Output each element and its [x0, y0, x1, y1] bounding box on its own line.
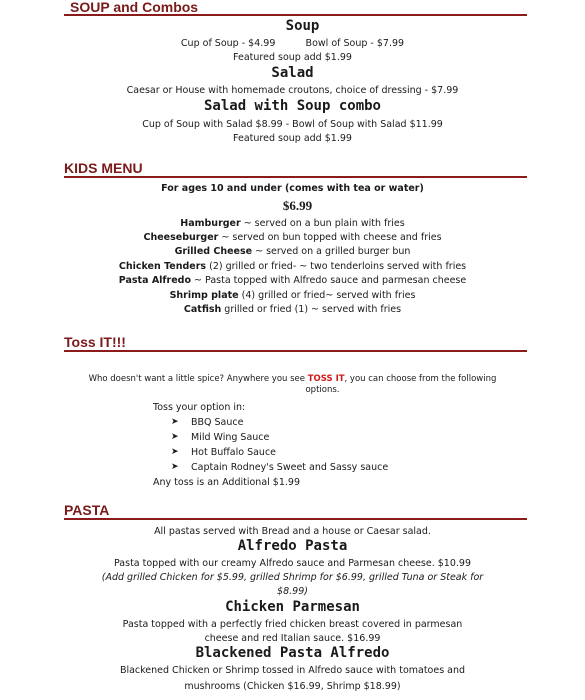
toss-footer: Any toss is an Additional $1.99 [153, 477, 300, 488]
arrow-bullet-icon: ➤ [171, 462, 179, 472]
section-title-pasta: PASTA [64, 502, 110, 518]
alfredo-desc: Pasta topped with our creamy Alfredo sauce and Parmesan cheese. $10.99 [114, 558, 471, 569]
dish-heading-salad: Salad [271, 65, 314, 81]
section-rule [64, 14, 527, 16]
toss-option-label: Captain Rodney's Sweet and Sassy sauce [191, 462, 389, 473]
kids-item-desc: ~ served on a grilled burger bun [252, 246, 411, 257]
kids-item-name: Grilled Cheese [174, 246, 253, 257]
soup-featured: Featured soup add $1.99 [233, 52, 352, 63]
arrow-bullet-icon: ➤ [171, 417, 179, 427]
kids-item [0, 290, 585, 301]
toss-option-label: BBQ Sauce [191, 417, 244, 428]
toss-intro-text: Who doesn't want a little spice? Anywhere you see [88, 374, 308, 384]
salad-description: Caesar or House with homemade croutons, choice of dressing - $7.99 [126, 85, 459, 96]
pasta-intro: All pastas served with Bread and a house or Caesar salad. [154, 526, 431, 537]
alfredo-addons-end: $8.99) [277, 586, 308, 597]
kids-item [0, 304, 585, 315]
section-title-soup: SOUP and Combos [70, 0, 199, 15]
parmesan-desc-end: cheese and red Italian sauce. $16.99 [204, 633, 381, 644]
kids-item-name: Hamburger [180, 218, 241, 229]
dish-heading-blackened: Blackened Pasta Alfredo [195, 645, 390, 661]
kids-item-name: Shrimp plate [169, 290, 239, 301]
kids-item-name: Pasta Alfredo [118, 275, 192, 286]
kids-item-desc: ~ Pasta topped with Alfredo sauce and parmesan cheese [191, 275, 467, 286]
kids-item-desc: (4) grilled or fried~ served with fries [238, 290, 416, 301]
blackened-desc-end: mushrooms (Chicken $16.99, Shrimp $18.99) [184, 681, 401, 692]
parmesan-desc: Pasta topped with a perfectly fried chicken breast covered in parmesan [122, 619, 463, 630]
kids-item-desc: (2) grilled or fried- ~ two tenderloins served with fries [206, 261, 467, 272]
toss-intro-text-end: , you can choose from the following [344, 374, 497, 384]
arrow-bullet-icon: ➤ [171, 432, 179, 442]
toss-option [171, 460, 388, 475]
dish-heading-parmesan: Chicken Parmesan [225, 599, 360, 615]
section-rule [64, 518, 527, 520]
dish-heading-combo: Salad with Soup combo [203, 98, 381, 114]
kids-item-name: Catfish [183, 304, 222, 315]
toss-option [171, 415, 388, 430]
toss-option [171, 430, 388, 445]
toss-intro-line2: options. [305, 385, 340, 395]
combo-prices: Cup of Soup with Salad $8.99 - Bowl of Soup with Salad $11.99 [142, 119, 443, 130]
kids-item-desc: ~ served on bun topped with cheese and fries [218, 232, 442, 243]
kids-item [0, 261, 585, 272]
kids-item-name: Cheeseburger [143, 232, 219, 243]
dish-heading-alfredo: Alfredo Pasta [237, 538, 348, 554]
kids-item [0, 246, 585, 257]
blackened-desc: Blackened Chicken or Shrimp tossed in Alfredo sauce with tomatoes and [119, 665, 466, 676]
combo-featured: Featured soup add $1.99 [233, 133, 352, 144]
kids-item-desc: grilled or fried (1) ~ served with fries [221, 304, 402, 315]
dish-heading-soup: Soup [285, 18, 320, 34]
toss-list-heading: Toss your option in: [153, 402, 246, 413]
section-rule [64, 350, 527, 352]
kids-item-name: Chicken Tenders [118, 261, 207, 272]
section-title-kids: KIDS MENU [64, 160, 143, 176]
section-title-toss: Toss IT!!! [64, 334, 126, 350]
kids-item-desc: ~ served on a bun plain with fries [240, 218, 405, 229]
kids-intro: For ages 10 and under (comes with tea or water) [161, 183, 424, 194]
soup-prices: Cup of Soup - $4.99 Bowl of Soup - $7.99 [180, 38, 405, 49]
toss-option-label: Hot Buffalo Sauce [191, 447, 277, 458]
section-rule [64, 176, 527, 178]
kids-item [0, 232, 585, 243]
toss-options-list [153, 400, 389, 490]
toss-option [171, 445, 388, 460]
toss-option-label: Mild Wing Sauce [191, 432, 270, 443]
kids-price: $6.99 [282, 198, 313, 213]
toss-it-highlight: TOSS IT [307, 374, 345, 384]
toss-intro [0, 374, 585, 384]
arrow-bullet-icon: ➤ [171, 447, 179, 457]
kids-item [0, 275, 585, 286]
kids-item [0, 218, 585, 229]
alfredo-addons: (Add grilled Chicken for $5.99, grilled Shrimp for $6.99, grilled Tuna or Steak for [101, 572, 484, 583]
